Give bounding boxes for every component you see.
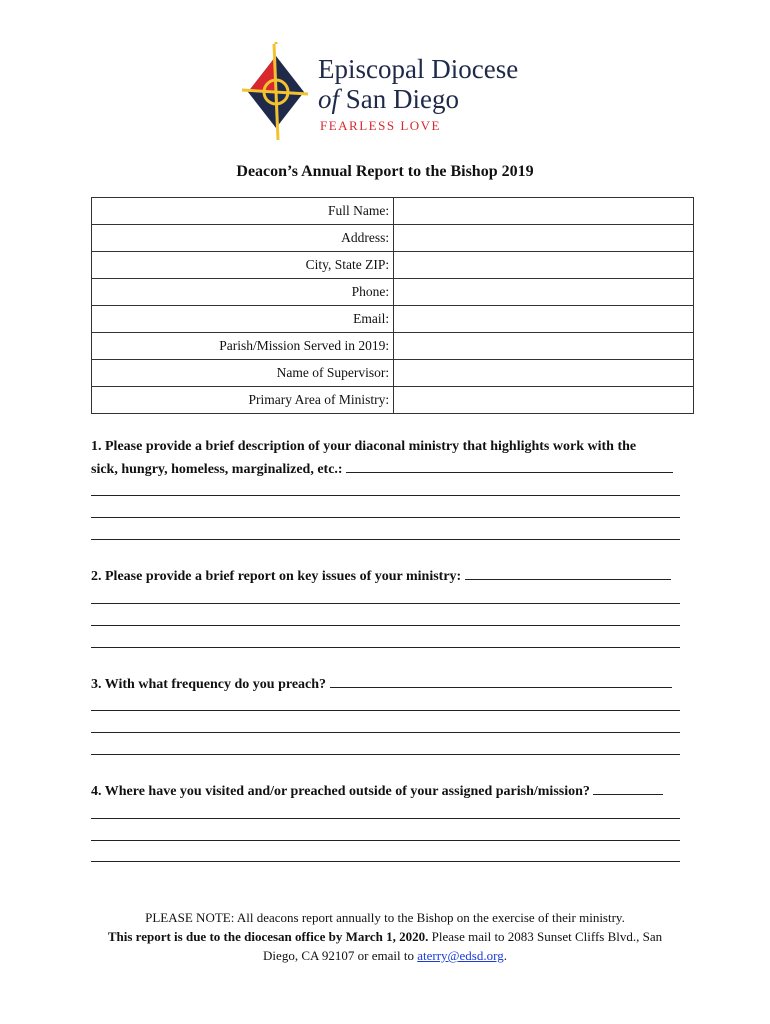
question-1-line1: 1. Please provide a brief description of your diaconal ministry that highlights work with the [91,439,637,454]
answer-2-blank[interactable] [465,565,671,580]
diocese-compass-cross-icon [240,42,310,142]
org-name-line2 [318,84,459,114]
answer-1-line[interactable] [91,517,680,518]
field-input[interactable] [394,306,694,333]
info-row [92,279,694,306]
field-input[interactable] [394,252,694,279]
mail-address-text: Please mail to 2083 Sunset Cliffs Blvd., San [428,929,663,944]
field-input[interactable] [394,198,694,225]
diocese-logo [240,42,530,142]
field-label: Email: [92,306,394,333]
question-1 [91,436,681,481]
field-input[interactable] [394,387,694,414]
due-date-text: This report is due to the diocesan office by March 1, 2020. [107,929,429,944]
field-input[interactable] [394,225,694,252]
answer-3-blank[interactable] [330,673,672,688]
answer-1-blank[interactable] [346,458,673,473]
field-label: City, State ZIP: [92,252,394,279]
field-label: Name of Supervisor: [92,360,394,387]
question-4-text: 4. Where have you visited and/or preached outside of your assigned parish/mission? [91,784,590,799]
field-input[interactable] [394,333,694,360]
question-4 [91,780,681,803]
answer-3-line[interactable] [91,710,680,711]
answer-3-line[interactable] [91,732,680,733]
question-3-text: 3. With what frequency do you preach? [91,677,327,692]
page-title: Deacon’s Annual Report to the Bishop 2019 [236,163,534,180]
email-link[interactable]: aterry@edsd.org [417,948,504,963]
contact-info-table [91,197,694,414]
answer-4-blank[interactable] [593,780,663,795]
org-name-place: San Diego [339,84,459,114]
question-1-line2: sick, hungry, homeless, marginalized, etc.: [91,462,343,477]
footer-line2 [80,927,690,946]
field-input[interactable] [394,279,694,306]
info-row [92,306,694,333]
field-label: Parish/Mission Served in 2019: [92,333,394,360]
footer-line3 [80,946,690,965]
answer-2-line[interactable] [91,603,680,604]
answer-4-line[interactable] [91,818,680,819]
info-row [92,333,694,360]
footer-line1: PLEASE NOTE: All deacons report annually to the Bishop on the exercise of their ministry. [145,910,625,925]
footer-line3-post: . [503,948,507,963]
field-label: Primary Area of Ministry: [92,387,394,414]
answer-1-line[interactable] [91,539,680,540]
info-row [92,198,694,225]
field-label: Full Name: [92,198,394,225]
org-name-of: of [318,84,340,114]
field-input[interactable] [394,360,694,387]
answer-2-line[interactable] [91,647,680,648]
answer-4-line[interactable] [91,840,680,841]
answer-3-line[interactable] [91,754,680,755]
footer-note [80,908,690,965]
info-row [92,387,694,414]
question-1-line2-wrap [91,458,681,481]
question-3 [91,673,681,696]
field-label: Address: [92,225,394,252]
footer-line3-pre: Diego, CA 92107 or email to [263,948,418,963]
info-row [92,252,694,279]
info-row [92,360,694,387]
org-name-line1: Episcopal Diocese [318,54,519,84]
info-row [92,225,694,252]
tagline: FEARLESS LOVE [320,118,441,133]
question-2-text: 2. Please provide a brief report on key issues of your ministry: [91,569,462,584]
answer-2-line[interactable] [91,625,680,626]
question-2 [91,565,681,588]
field-label: Phone: [92,279,394,306]
answer-1-line[interactable] [91,495,680,496]
answer-4-line[interactable] [91,861,680,862]
